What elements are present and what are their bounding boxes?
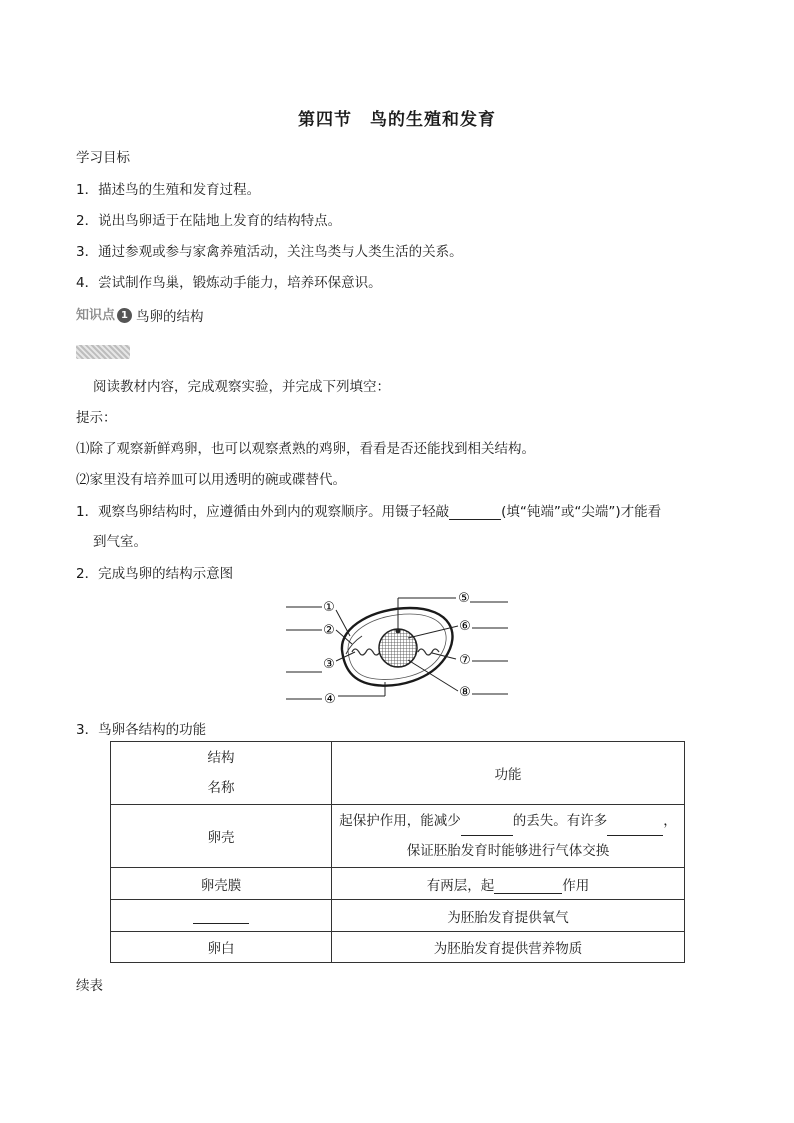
row-function: 有两层，起 作用: [332, 868, 685, 900]
row-name: 卵白: [111, 932, 332, 963]
objective-item: 2．说出鸟卵适于在陆地上发育的结构特点。: [76, 213, 342, 229]
label-7: ⑦: [459, 653, 471, 668]
continued-label: 续表: [76, 978, 103, 994]
germinal-disc: [396, 629, 401, 634]
table-row: [111, 900, 685, 932]
objective-item: 3．通过参观或参与家禽养殖活动，关注鸟类与人类生活的关系。: [76, 244, 463, 260]
label-8: ⑧: [459, 685, 471, 700]
label-1: ①: [323, 600, 335, 615]
row-name: 卵壳: [111, 805, 332, 868]
header-function: 功能: [332, 742, 685, 805]
question-2: 2．完成鸟卵的结构示意图: [76, 566, 234, 582]
table-row: [111, 868, 685, 900]
yolk: [379, 629, 417, 667]
q1-text-2: (填“钝端”或“尖端”)才能看: [501, 504, 662, 520]
knowledge-point-badge: 知识点: [76, 308, 116, 323]
egg-diagram: [280, 588, 515, 708]
answer-blank[interactable]: [193, 909, 249, 924]
answer-blank[interactable]: [461, 821, 513, 836]
table-row: [111, 805, 685, 868]
label-2: ②: [323, 623, 335, 638]
hint-item: ⑵家里没有培养皿可以用透明的碗或碟替代。: [76, 472, 346, 488]
row-function: 为胚胎发育提供营养物质: [332, 932, 685, 963]
table-row: [111, 932, 685, 963]
objective-item: 4．尝试制作鸟巢，锻炼动手能力，培养环保意识。: [76, 275, 382, 291]
label-3: ③: [323, 657, 335, 672]
knowledge-point-title: 鸟卵的结构: [136, 309, 204, 325]
header-structure: 结构 名称: [111, 742, 332, 805]
reading-intro: 阅读教材内容，完成观察实验，并完成下列填空：: [93, 379, 390, 395]
table-header-row: [111, 742, 685, 805]
q1-continued: 到气室。: [93, 534, 147, 550]
hint-item: ⑴除了观察新鲜鸡卵，也可以观察煮熟的鸡卵，看看是否还能找到相关结构。: [76, 441, 535, 457]
label-6: ⑥: [459, 619, 471, 634]
objectives-heading: 学习目标: [76, 150, 130, 166]
row-function: 为胚胎发育提供氧气: [332, 900, 685, 932]
objective-item: 1．描述鸟的生殖和发育过程。: [76, 182, 261, 198]
answer-blank[interactable]: [449, 505, 501, 520]
label-5: ⑤: [458, 591, 470, 606]
page-title: 第四节 鸟的生殖和发育: [298, 110, 496, 130]
row-name: [111, 900, 332, 932]
function-table: [110, 741, 685, 963]
answer-blank[interactable]: [607, 821, 663, 836]
row-name: 卵壳膜: [111, 868, 332, 900]
reading-badge-graphic: [76, 345, 130, 359]
answer-blank[interactable]: [494, 879, 562, 894]
q1-text: 1．观察鸟卵结构时，应遵循由外到内的观察顺序。用镊子轻敲: [76, 504, 450, 520]
knowledge-point-number: 1: [117, 308, 132, 323]
knowledge-point-header: [76, 304, 204, 325]
hint-label: 提示：: [76, 410, 117, 426]
question-1: [76, 500, 661, 520]
label-4: ④: [324, 692, 336, 707]
row-function: 起保护作用，能减少 的丢失。有许多 ， 保证胚胎发育时能够进行气体交换: [332, 805, 685, 868]
question-3: 3．鸟卵各结构的功能: [76, 722, 207, 738]
